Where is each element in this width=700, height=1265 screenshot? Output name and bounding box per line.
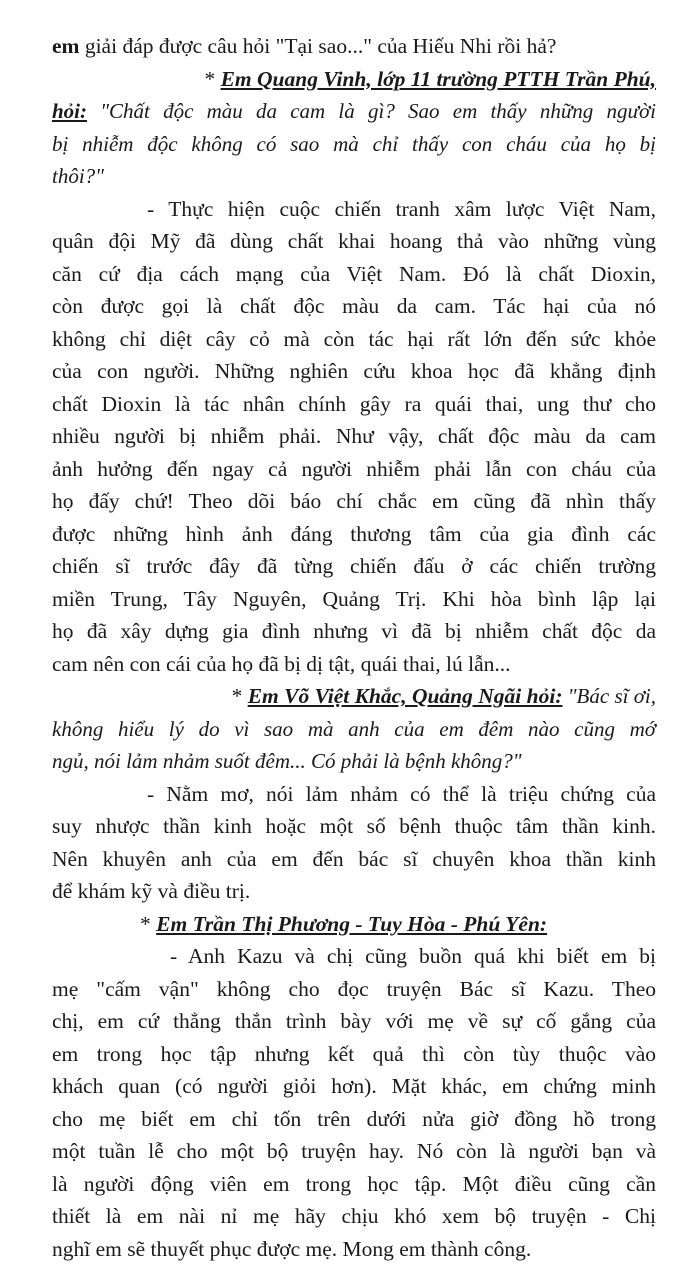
question-1-text [52, 95, 656, 193]
question-1-asker: Em Quang Vinh, lớp 11 trường PTTH Trần Phú, [221, 67, 656, 91]
question-1-line: thôi?" [52, 160, 656, 193]
answer-1-line: miền Trung, Tây Nguyên, Quảng Trị. Khi hòa bình lập lại [52, 583, 656, 616]
answer-1-line: - Thực hiện cuộc chiến tranh xâm lược Việt Nam, [52, 193, 656, 226]
answer-3-line: một tuần lễ cho một bộ truyện hay. Nó còn là người bạn và [52, 1135, 656, 1168]
answer-1-line: căn cứ địa cách mạng của Việt Nam. Đó là chất Dioxin, [52, 258, 656, 291]
question-1-line [52, 95, 656, 128]
answer-2-line: để khám kỹ và điều trị. [52, 875, 656, 908]
answer-1 [52, 193, 656, 681]
answer-1-line: quân đội Mỹ đã dùng chất khai hoang thả vào những vùng [52, 225, 656, 258]
question-1-line-0: "Chất độc màu da cam là gì? Sao em thấy những người [87, 99, 656, 123]
question-1-heading [52, 63, 656, 96]
answer-3-line: - Anh Kazu và chị cũng buồn quá khi biết em bị [52, 940, 656, 973]
answer-3-line: cho mẹ biết em chỉ tốn trên dưới nửa giờ đồng hồ trong [52, 1103, 656, 1136]
question-3-star: * [140, 912, 156, 936]
answer-1-line: được những hình ảnh đáng thương tâm của gia đình các [52, 518, 656, 551]
answer-1-line: còn được gọi là chất độc màu da cam. Tác hại của nó [52, 290, 656, 323]
question-2-heading [52, 680, 656, 713]
answer-1-line: không chỉ diệt cây cỏ mà còn tác hại rất lớn đến sức khỏe [52, 323, 656, 356]
question-3-heading [52, 908, 656, 941]
answer-2-line: suy nhược thần kinh hoặc một số bệnh thuộc tâm thần kinh. [52, 810, 656, 843]
question-1-line: bị nhiễm độc không có sao mà chỉ thấy con cháu của họ bị [52, 128, 656, 161]
answer-3-line: thiết là em nài nỉ mẹ hãy chịu khó xem bộ truyện - Chị [52, 1200, 656, 1233]
answer-1-line: của con người. Những nghiên cứu khoa học đã khẳng định [52, 355, 656, 388]
answer-3-line: nghĩ em sẽ thuyết phục được mẹ. Mong em thành công. [52, 1233, 656, 1265]
answer-1-line: chất Dioxin là tác nhân chính gây ra quái thai, ung thư cho [52, 388, 656, 421]
answer-1-line: chiến sĩ trước đây đã từng chiến đấu ở các chiến trường [52, 550, 656, 583]
answer-3-line: mẹ "cấm vận" không cho đọc truyện Bác sĩ Kazu. Theo [52, 973, 656, 1006]
question-2-asker: Em Võ Việt Khắc, Quảng Ngãi hỏi: [248, 684, 563, 708]
answer-1-line: ảnh hưởng đến ngay cả người nhiễm phải lẫn con cháu của [52, 453, 656, 486]
answer-3-line: em trong học tập nhưng kết quả thì còn tùy thuộc vào [52, 1038, 656, 1071]
answer-3 [52, 940, 656, 1265]
question-2-line: không hiểu lý do vì sao mà anh của em đêm nào cũng mớ [52, 713, 656, 746]
answer-3-line: là người động viên em trong học tập. Một điều cũng cần [52, 1168, 656, 1201]
question-2-first: "Bác sĩ ơi, [562, 684, 656, 708]
answer-2-line: Nên khuyên anh của em đến bác sĩ chuyên khoa thần kinh [52, 843, 656, 876]
answer-2-line: - Nằm mơ, nói lảm nhảm có thể là triệu chứng của [52, 778, 656, 811]
intro-paragraph [52, 30, 656, 63]
answer-3-line: chị, em cứ thẳng thắn trình bày với mẹ về sự cố gắng của [52, 1005, 656, 1038]
answer-1-line: nhiều người bị nhiễm phải. Như vậy, chất độc màu da cam [52, 420, 656, 453]
intro-rest: giải đáp được câu hỏi "Tại sao..." của Hiếu Nhi rồi hả? [79, 34, 556, 58]
question-1-star: * [204, 67, 220, 91]
answer-3-line: khách quan (có người giỏi hơn). Mặt khác, em chứng minh [52, 1070, 656, 1103]
answer-1-line: cam nên con cái của họ đã bị dị tật, quái thai, lú lẫn... [52, 648, 656, 681]
question-1-ask-label: hỏi: [52, 99, 87, 123]
answer-2 [52, 778, 656, 908]
intro-line [52, 30, 656, 63]
intro-lead-word: em [52, 34, 79, 58]
question-3-asker: Em Trần Thị Phương - Tuy Hòa - Phú Yên: [156, 912, 547, 936]
answer-1-line: họ đã xây dựng gia đình nhưng vì đã bị nhiễm chất độc da [52, 615, 656, 648]
answer-1-line: họ đấy chứ! Theo dõi báo chí chắc em cũng đã nhìn thấy [52, 485, 656, 518]
question-2-star: * [232, 684, 248, 708]
question-2-text [52, 713, 656, 778]
question-2-line: ngủ, nói lảm nhảm suốt đêm... Có phải là bệnh không?" [52, 745, 656, 778]
